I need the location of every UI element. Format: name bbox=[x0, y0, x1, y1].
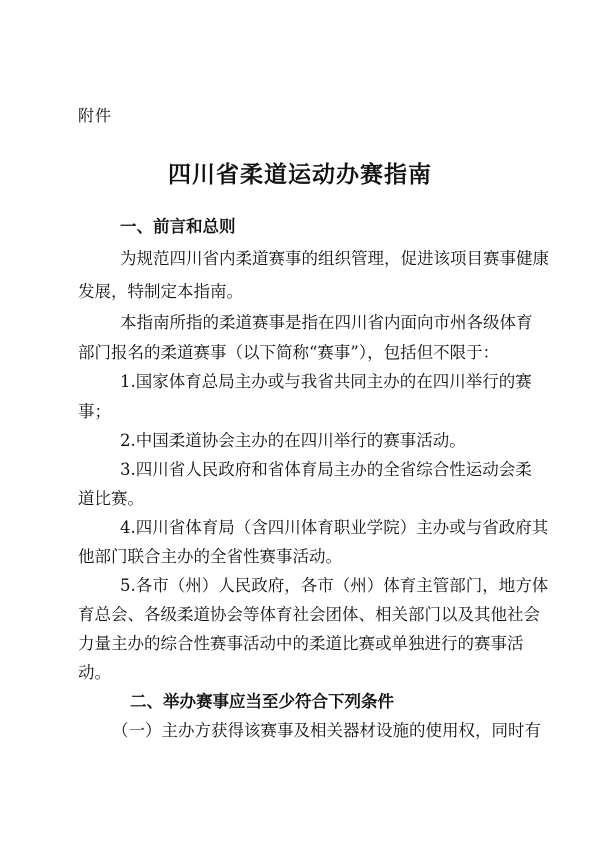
paragraph-line: 发展，特制定本指南。 bbox=[78, 282, 243, 301]
paragraph-line: 本指南所指的柔道赛事是指在四川省内面向市州各级体育 bbox=[120, 313, 533, 332]
list-item-line: 道比赛。 bbox=[78, 489, 144, 508]
attachment-label: 附件 bbox=[78, 106, 113, 125]
paragraph-line: （一）主办方获得该赛事及相关器材设施的使用权，同时有 bbox=[112, 721, 541, 740]
list-item-line: 3.四川省人民政府和省体育局主办的全省综合性运动会柔 bbox=[120, 460, 532, 479]
section-heading-2: 二、举办赛事应当至少符合下列条件 bbox=[130, 692, 394, 711]
list-item-line: 5.各市（州）人民政府，各市（州）体育主管部门，地方体 bbox=[120, 576, 549, 595]
list-item-line: 2.中国柔道协会主办的在四川举行的赛事活动。 bbox=[120, 431, 466, 450]
list-item-line: 动。 bbox=[78, 663, 111, 682]
paragraph-line: 部门报名的柔道赛事（以下简称“赛事”），包括但不限于： bbox=[78, 343, 500, 362]
list-item-line: 4.四川省体育局（含四川体育职业学院）主办或与省政府其 bbox=[120, 518, 549, 537]
list-item-line: 他部门联合主办的全省性赛事活动。 bbox=[78, 547, 342, 566]
document-title: 四川省柔道运动办赛指南 bbox=[168, 161, 432, 188]
list-item-line: 力量主办的综合性赛事活动中的柔道比赛或单独进行的赛事活 bbox=[78, 634, 524, 653]
paragraph-line: 为规范四川省内柔道赛事的组织管理，促进该项目赛事健康 bbox=[120, 249, 549, 268]
section-heading-1: 一、前言和总则 bbox=[120, 217, 236, 236]
list-item-line: 1.国家体育总局主办或与我省共同主办的在四川举行的赛 bbox=[120, 372, 532, 391]
list-item-line: 育总会、各级柔道协会等体育社会团体、相关部门以及其他社会 bbox=[78, 605, 540, 624]
list-item-line: 事； bbox=[78, 402, 111, 421]
